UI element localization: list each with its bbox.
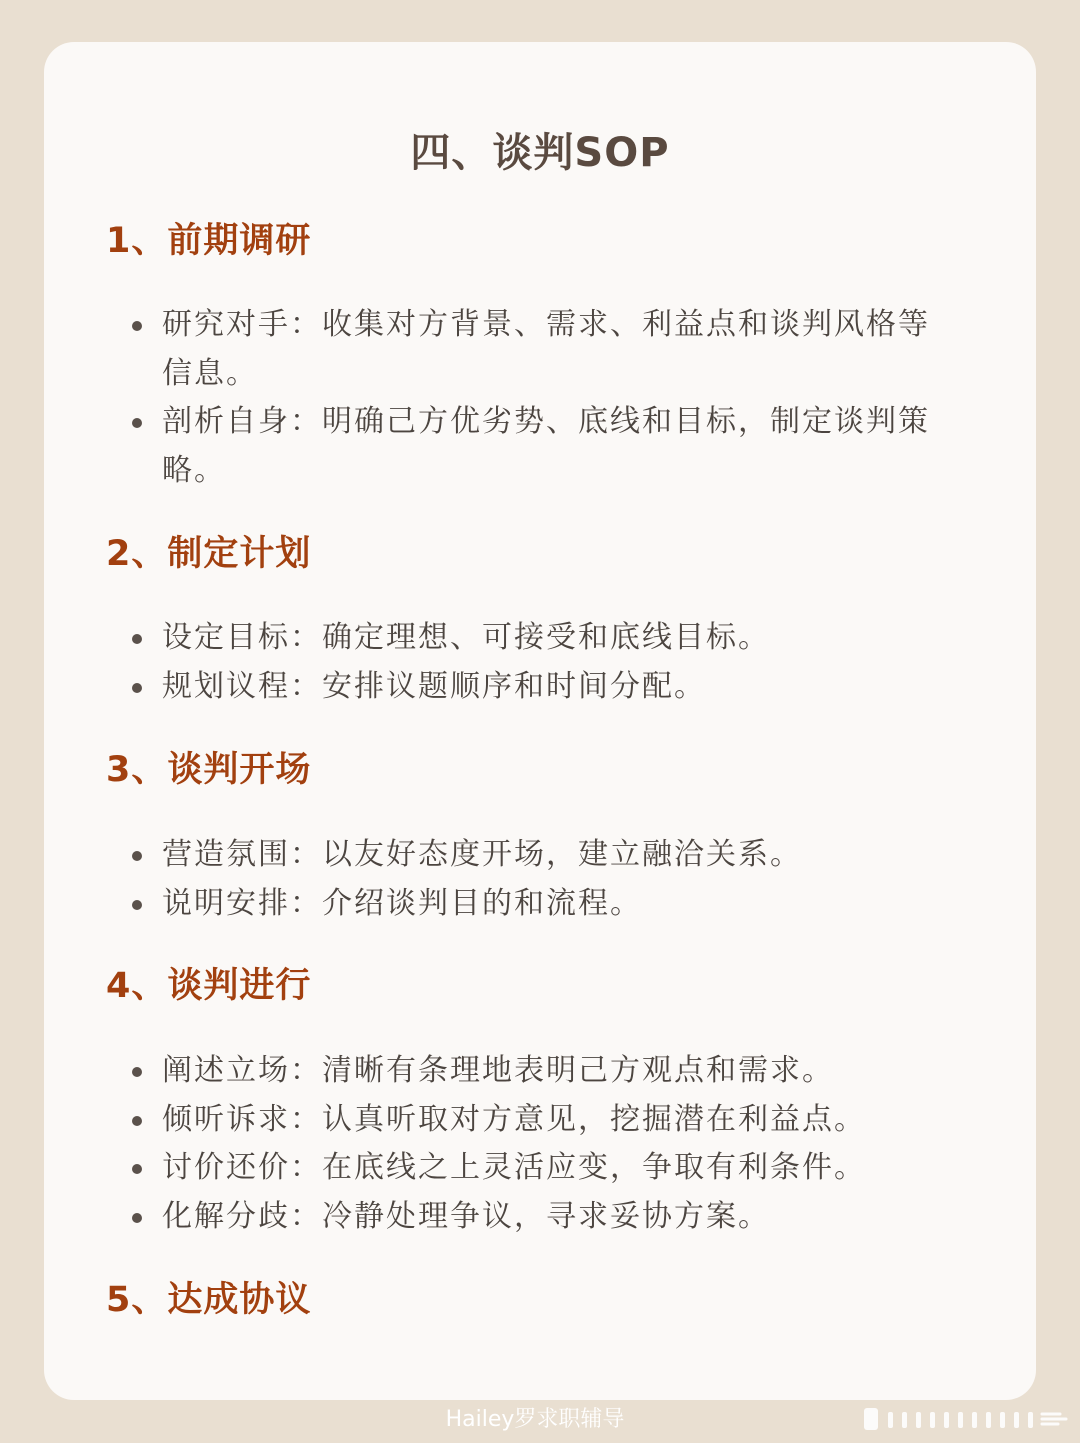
bullet-icon xyxy=(132,1164,142,1174)
list-item xyxy=(128,1096,958,1145)
bullet-icon xyxy=(132,1067,142,1077)
list-item-text: 讨价还价：在底线之上灵活应变，争取有利条件。 xyxy=(162,1150,866,1185)
list-item xyxy=(128,1193,958,1242)
bullet-icon xyxy=(132,634,142,644)
section-list-4 xyxy=(128,1047,958,1241)
bullet-icon xyxy=(132,683,142,693)
bullet-icon xyxy=(132,1116,142,1126)
list-item-text: 设定目标：确定理想、可接受和底线目标。 xyxy=(162,620,770,655)
watermark-text: Hailey罗求职辅导 xyxy=(445,1407,625,1432)
list-item-text: 阐述立场：清晰有条理地表明己方观点和需求。 xyxy=(162,1053,834,1088)
list-item-text: 剖析自身：明确己方优劣势、底线和目标，制定谈判策略。 xyxy=(162,404,930,488)
list-item-text: 倾听诉求：认真听取对方意见，挖掘潜在利益点。 xyxy=(162,1101,866,1137)
bullet-icon xyxy=(132,321,142,331)
bullet-icon xyxy=(132,1213,142,1223)
list-item xyxy=(128,398,958,495)
list-item xyxy=(128,1047,958,1096)
list-item xyxy=(128,614,958,663)
list-item-text: 规划议程：安排议题顺序和时间分配。 xyxy=(162,668,706,704)
list-item xyxy=(128,880,958,929)
section-list-1 xyxy=(128,301,958,495)
bullet-icon xyxy=(132,418,142,428)
section-list-2 xyxy=(128,614,958,711)
section-heading-3: 3、谈判开场 xyxy=(106,750,312,790)
list-item-text: 说明安排：介绍谈判目的和流程。 xyxy=(162,885,642,921)
list-item-text: 营造氛围：以友好态度开场，建立融洽关系。 xyxy=(162,837,802,872)
section-heading-5: 5、达成协议 xyxy=(106,1280,312,1320)
page-title: 四、谈判SOP xyxy=(410,130,670,176)
list-item-text: 研究对手：收集对方背景、需求、利益点和谈判风格等信息。 xyxy=(162,307,930,391)
bullet-icon xyxy=(132,851,142,861)
list-item xyxy=(128,301,958,398)
section-heading-4: 4、谈判进行 xyxy=(106,966,312,1006)
list-item xyxy=(128,1144,958,1193)
section-list-3 xyxy=(128,831,958,928)
bullet-icon xyxy=(132,900,142,910)
watermark-logo-icon xyxy=(860,1402,1070,1436)
section-heading-2: 2、制定计划 xyxy=(106,534,312,574)
list-item xyxy=(128,663,958,712)
list-item xyxy=(128,831,958,880)
section-heading-1: 1、前期调研 xyxy=(106,221,312,261)
list-item-text: 化解分歧：冷静处理争议，寻求妥协方案。 xyxy=(162,1198,770,1234)
